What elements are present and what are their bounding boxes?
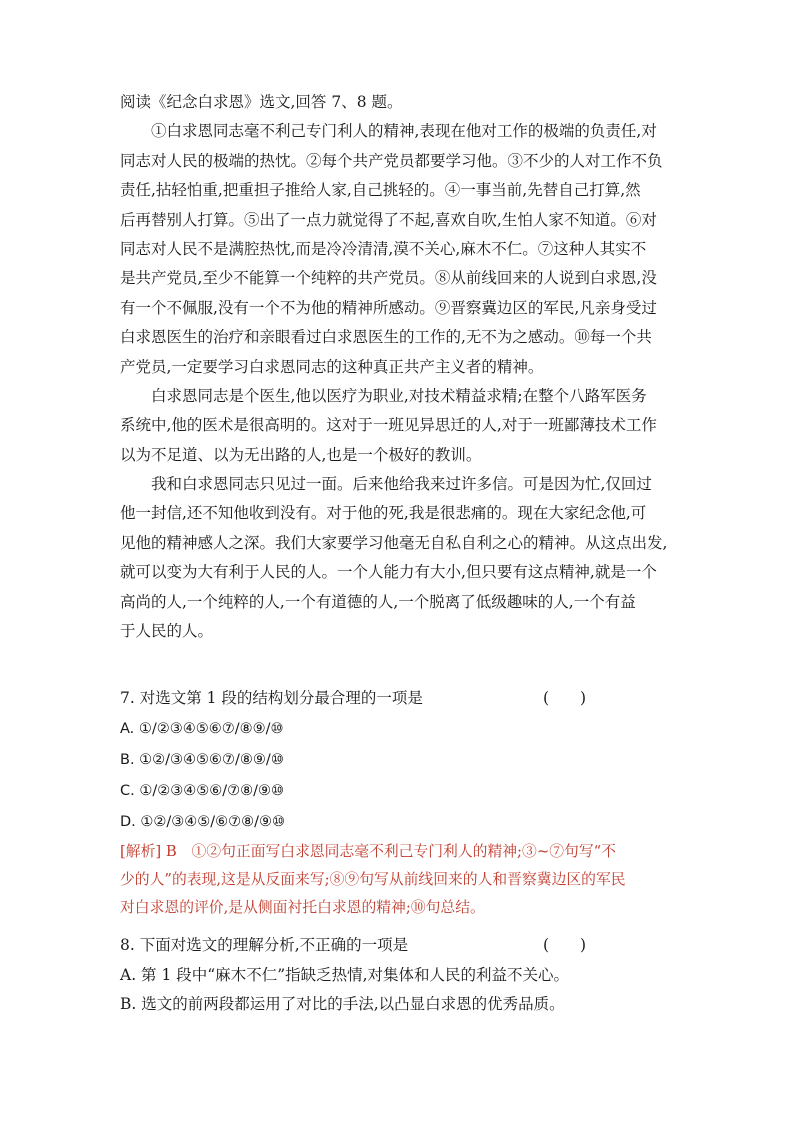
paragraph-3 — [120, 470, 680, 646]
question-8 — [120, 930, 680, 1020]
paragraph-1 — [120, 117, 680, 382]
paragraph-line: 高尚的人,一个纯粹的人,一个有道德的人,一个脱离了低级趣味的人,一个有益 — [120, 592, 636, 611]
answer-blank: ( ) — [543, 936, 587, 954]
option-a: A. ①/②③④⑤⑥⑦/⑧⑨/⑩ — [120, 721, 284, 737]
paragraph-line: 是共产党员,至少不能算一个纯粹的共产党员。⑧从前线回来的人说到白求恩,没 — [120, 269, 657, 288]
paragraph-line: 就可以变为大有利于人民的人。一个人能力有大小,但只要有这点精神,就是一个 — [120, 563, 657, 582]
paragraph-line: 产党员,一定要学习白求恩同志的这种真正共产主义者的精神。 — [120, 357, 544, 376]
paragraph-line: 他一封信,还不知他收到没有。对于他的死,我是很悲痛的。现在大家纪念他,可 — [120, 504, 647, 523]
option-b: B. 选文的前两段都运用了对比的手法,以凸显白求恩的优秀品质。 — [120, 995, 565, 1014]
paragraph-line: 白求恩同志是个医生,他以医疗为职业,对技术精益求精;在整个八路军医务 — [151, 386, 647, 405]
option-c: C. ①/②③④⑤⑥/⑦⑧/⑨⑩ — [120, 783, 284, 799]
analysis — [120, 838, 680, 922]
paragraph-line: ①白求恩同志毫不利己专门利人的精神,表现在他对工作的极端的负责任,对 — [151, 122, 657, 141]
paragraph-line: 同志对人民不是满腔热忱,而是冷冷清清,漠不关心,麻木不仁。⑦这种人其实不 — [120, 239, 647, 258]
paragraph-line: 有一个不佩服,没有一个不为他的精神所感动。⑨晋察冀边区的军民,凡亲身受过 — [120, 298, 657, 317]
paragraph-line: 白求恩医生的治疗和亲眼看过白求恩医生的工作的,无不为之感动。⑩每一个共 — [120, 328, 652, 347]
paragraph-line: 责任,拈轻怕重,把重担子推给人家,自己挑轻的。④一事当前,先替自己打算,然 — [120, 181, 641, 200]
paragraph-line: 见他的精神感人之深。我们大家要学习他毫无自私自利之心的精神。从这点出发, — [120, 533, 668, 552]
paragraph-line: 我和白求恩同志只见过一面。后来他给我来过许多信。可是因为忙,仅回过 — [151, 475, 652, 494]
analysis-line: [解析] B ①②句正面写白求恩同志毫不利己专门利人的精神;③~⑦句写“不 — [120, 843, 616, 860]
paragraph-line: 以为不足道、以为无出路的人,也是一个极好的教训。 — [120, 445, 482, 464]
option-d: D. ①②/③④⑤/⑥⑦⑧/⑨⑩ — [120, 814, 286, 830]
option-a: A. 第 1 段中“麻木不仁”指缺乏热情,对集体和人民的利益不关心。 — [120, 966, 570, 984]
paragraph-line: 后再替别人打算。⑤出了一点力就觉得了不起,喜欢自吹,生怕人家不知道。⑥对 — [120, 210, 657, 229]
answer-blank: ( ) — [543, 689, 587, 707]
paragraph-line: 于人民的人。 — [120, 622, 214, 641]
analysis-line: 对白求恩的评价,是从侧面衬托白求恩的精神;⑩句总结。 — [120, 899, 485, 916]
paragraph-line: 系统中,他的医术是很高明的。这对于一班见异思迁的人,对于一班鄙薄技术工作 — [120, 416, 657, 435]
question-stem — [120, 683, 680, 714]
question-7 — [120, 683, 680, 922]
paragraph-line: 同志对人民的极端的热忱。②每个共产党员都要学习他。③不少的人对工作不负 — [120, 151, 663, 170]
question-text: 7. 对选文第 1 段的结构划分最合理的一项是 — [120, 689, 423, 707]
intro-line: 阅读《纪念白求恩》选文,回答 7、8 题。 — [120, 93, 403, 111]
paragraph-2 — [120, 382, 680, 470]
question-text: 8. 下面对选文的理解分析,不正确的一项是 — [120, 936, 409, 954]
question-stem — [120, 930, 680, 961]
passage — [120, 88, 680, 646]
option-b: B. ①②/③④⑤⑥⑦/⑧⑨/⑩ — [120, 752, 284, 768]
analysis-line: 少的人”的表现,这是从反面来写;⑧⑨句写从前线回来的人和晋察冀边区的军民 — [120, 871, 626, 888]
